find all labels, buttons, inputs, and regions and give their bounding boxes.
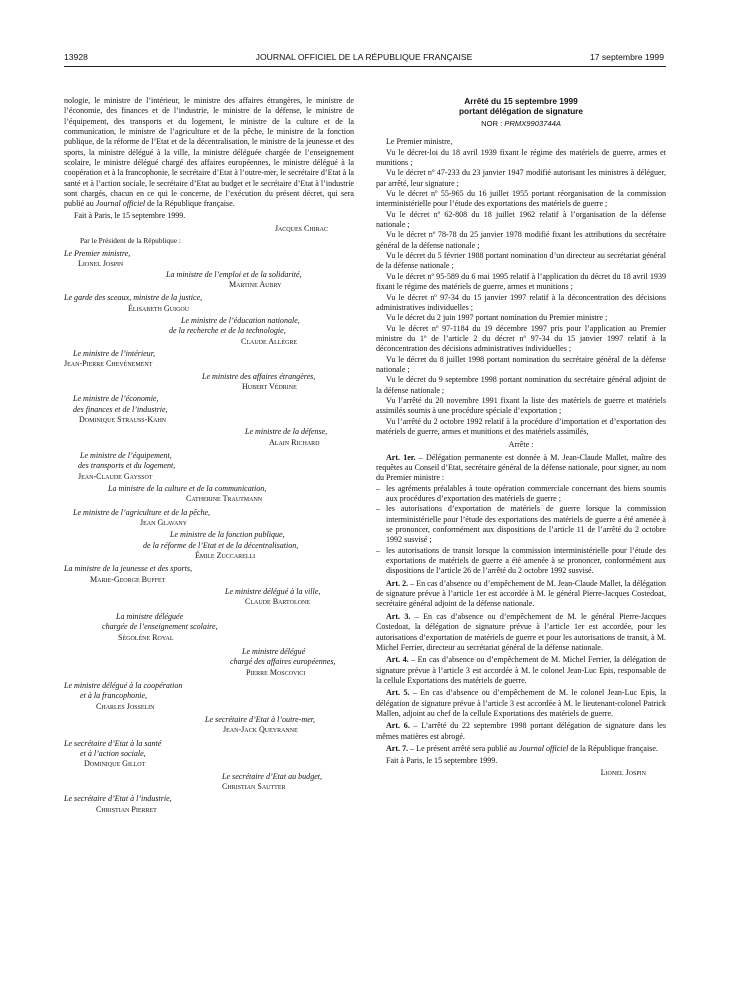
- decree-intro: Le Premier ministre,: [386, 137, 453, 147]
- signatory: Le ministre de la fonction publique, de la réforme de l’Etat et de la décentralisation, Émile Zuccarelli: [143, 530, 299, 561]
- visa-item: Vu le décret nº 97-1184 du 19 décembre 1997 pris pour l’application au Premier ministre du 1º de l’article 2 du décret nº 97-34 du 15 janvier 1997 relatif à la déconcentration des décisions administratives individuelles ;: [376, 323, 666, 354]
- signatory: Le secrétaire d’Etat à l’outre-mer, Jean-Jack Queyranne: [205, 714, 316, 735]
- journal-title: JOURNAL OFFICIEL DE LA RÉPUBLIQUE FRANÇAISE: [255, 52, 473, 62]
- visa-item: Vu le décret du 9 septembre 1998 portant nomination du secrétaire général adjoint de la défense nationale ;: [376, 375, 666, 395]
- signatory: La ministre déléguée chargée de l’enseignement scolaire, Ségolène Royal: [102, 611, 218, 642]
- list-item: – les agréments préalables à toute opération commerciale concernant des biens soumis aux procédures d’exportation des matériels de guerre ;: [376, 484, 666, 505]
- signatory: Le garde des sceaux, ministre de la justice, Élisabeth Guigou: [64, 293, 203, 313]
- signatory: Le ministre de l’éducation nationale, de la recherche et de la technologie, Claude Allègre: [169, 315, 300, 346]
- par-le-president: Par le Président de la République :: [80, 236, 181, 246]
- article-7: Art. 7. – Le présent arrêté sera publié au Journal officiel de la République française.: [386, 743, 658, 753]
- nor-reference: NOR : PRMX9903744A: [481, 119, 561, 128]
- visa-item: Vu l’arrêté du 20 novembre 1991 fixant la liste des matériels de guerre et matériels assimilés soumis à une procédure spéciale d’exportation ;: [376, 395, 666, 416]
- president-signature: Jacques Chirac: [274, 224, 328, 234]
- right-column: [376, 96, 666, 778]
- visa-item: Vu le décret nº 62-808 du 18 juillet 1962 relatif à l’organisation de la défense nationale ;: [376, 209, 666, 230]
- article-1-items: [376, 484, 666, 577]
- article: Art. 4. – En cas d’absence ou d’empêchement de M. Michel Ferrier, la délégation de signature prévue à l’article 3 est accordée à M. le colonel Jean-Luc Epis, responsable de la cellule Exportations des matériels de guerre.: [376, 655, 666, 685]
- prime-minister-signature: Lionel Jospin: [600, 767, 646, 777]
- signatory: La ministre de la jeunesse et des sports, Marie-George Buffet: [64, 564, 192, 584]
- signatory: Le secrétaire d’Etat à l’industrie, Christian Pierret: [64, 794, 172, 814]
- article-1: Art. 1er. – Délégation permanente est donnée à M. Jean-Claude Mallet, maître des requêtes au Conseil d’Etat, secrétaire général de la défense nationale, pour signer, au nom du Premier ministre :: [376, 452, 666, 483]
- articles-list: [376, 579, 666, 742]
- signatory: Le secrétaire d’Etat à la santé et à l’action sociale, Dominique Gillot: [64, 738, 162, 769]
- fait-a-paris-arrete: Fait à Paris, le 15 septembre 1999.: [386, 756, 498, 766]
- visa-item: Vu le décret du 8 juillet 1998 portant nomination du secrétaire général de la défense nationale ;: [376, 354, 666, 374]
- signatory: Le ministre délégué à la ville, Claude Bartolone: [225, 587, 321, 607]
- article: Art. 5. – En cas d’absence ou d’empêchement de M. le colonel Jean-Luc Epis, la délégation de signature prévue à l’article 3 est accordée à M. le lieutenant-colonel Patrick Mallen, adjoint au chef de la cellule Exportations des matériels de guerre.: [376, 688, 666, 718]
- signatory: Le ministre des affaires étrangères, Hubert Védrine: [202, 371, 316, 391]
- visa-item: Vu le décret nº 78-78 du 25 janvier 1978 modifié fixant les attributions du secrétaire général de la défense nationale ;: [376, 230, 666, 250]
- visa-item: Vu le décret nº 55-965 du 16 juillet 1955 portant réorganisation de la commission interministérielle pour l’étude des exportations des matériels de guerre ;: [376, 189, 666, 209]
- issue-date: 17 septembre 1999: [589, 52, 664, 62]
- fait-a-paris: Fait à Paris, le 15 septembre 1999.: [74, 210, 186, 220]
- left-column: [64, 96, 354, 815]
- article: Art. 6. – L’arrêté du 22 septembre 1998 portant délégation de signature dans les mêmes matières est abrogé.: [376, 721, 666, 741]
- visa-item: Vu le décret-loi du 18 avril 1939 fixant le régime des matériels de guerre, armes et munitions ;: [376, 147, 666, 168]
- signatory: Le ministre de l’agriculture et de la pêche, Jean Glavany: [73, 507, 211, 528]
- header-rule: [64, 66, 666, 67]
- arrete-heading: Arrête :: [508, 440, 534, 450]
- visa-item: Vu le décret nº 47-233 du 23 janvier 1947 modifié autorisant les ministres à déléguer, par arrêté, leur signature ;: [376, 168, 666, 188]
- visas-list: [376, 148, 666, 438]
- visa-item: Vu le décret nº 97-34 du 15 janvier 1997 relatif à la déconcentration des décisions administratives individuelles ;: [376, 292, 666, 312]
- visa-item: Vu l’arrêté du 2 octobre 1992 relatif à la procédure d’importation et d’exportation des matériels de guerre, armes et munitions et des matériels assimilés,: [376, 416, 666, 436]
- visa-item: Vu le décret du 2 juin 1997 portant nomination du Premier ministre ;: [386, 313, 608, 323]
- visa-item: Vu le décret nº 95-589 du 6 mai 1995 relatif à l’application du décret du 18 avril 1939 fixant le régime des matériels de guerre, armes et munitions ;: [376, 271, 666, 292]
- article: Art. 2. – En cas d’absence ou d’empêchement de M. Jean-Claude Mallet, la délégation de signature prévue à l’article 1er est accordée à M. le général Pierre-Jacques Costedoat, secrétaire général adjoint de la défense nationale.: [376, 578, 666, 609]
- visa-item: Vu le décret du 5 février 1988 portant nomination d’un directeur au secrétariat général de la défense nationale ;: [376, 251, 666, 271]
- signatory: Le ministre de la défense, Alain Richard: [245, 427, 328, 447]
- signatory: Le ministre de l’équipement, des transports et du logement, Jean-Claude Gayssot: [78, 451, 176, 481]
- page-header: [64, 52, 664, 66]
- list-item: – les autorisations d’exportation de matériels de guerre lorsque la commission interministérielle pour l’étude des exportations des matériels de guerre a été amenée à se prononcer, conformément aux dispositions de l’article 11 de l’arrêté du 2 octobre 1992 susvisé ;: [376, 504, 666, 545]
- list-item: – les autorisations de transit lorsque la commission interministérielle pour l’étude des exportations de matériels de guerre a été amenée à se prononcer, conformément aux dispositions de l’article 26 de l’arrêté du 2 octobre 1992 susvisé.: [376, 546, 666, 577]
- signatory: Le secrétaire d’Etat au budget, Christian Sautter: [222, 771, 323, 791]
- signatory: Le ministre délégué chargé des affaires européennes, Pierre Moscovici: [230, 646, 336, 677]
- article: Art. 3. – En cas d’absence ou d’empêchement de M. le général Pierre-Jacques Costedoat, la délégation de signature prévue à l’article 1er est accordée, pour les autorisations d’exportation de matériels de guerre et pour les autorisations de transit, à M. Michel Ferrier, directeur au secrétariat général de la défense nationale.: [376, 611, 666, 652]
- decree-continuation: nologie, le ministre de l’intérieur, le ministre des affaires étrangères, le ministre de l’économie, des finances et de l’industrie, le ministre de la défense, le ministre de l’équipement, des transports et du logement, le ministre de la culture et de la communication, le ministre de l’agriculture et de la pêche, le ministre de la fonction publique, de la réforme de l’Etat et de la décentralisation, le ministre de la jeunesse et des sports, la ministre délégué à la ville, la ministre déléguée chargée de l’enseignement scolaire, le ministre délégué chargé des affaires européennes, le ministre délégué à la coopération et à la francophonie, le secrétaire d’Etat à l’outre-mer, le secrétaire d’Etat à la santé et à l’action sociale, le secrétaire d’Etat au budget et le secrétaire d’Etat à l’industrie sont chargés, chacun en ce qui le concerne, de l’exécution du présent décret, qui sera publié au Journal officiel de la République française.: [64, 96, 354, 209]
- signatory: La ministre de la culture et de la communication, Catherine Trautmann: [108, 484, 267, 504]
- signatory: Le ministre de l’intérieur, Jean-Pierre Chevènement: [64, 348, 155, 369]
- signatory: Le ministre de l’économie, des finances et de l’industrie, Dominique Strauss-Kahn: [73, 394, 168, 424]
- signatory: Le ministre délégué à la coopération et à la francophonie, Charles Josselin: [64, 680, 183, 711]
- signatory: Le Premier ministre, Lionel Jospin: [64, 248, 131, 269]
- page-number: 13928: [64, 52, 88, 62]
- signatory: La ministre de l’emploi et de la solidarité, Martine Aubry: [166, 269, 302, 289]
- decree-title: Arrêté du 15 septembre 1999 portant délégation de signature: [458, 96, 583, 116]
